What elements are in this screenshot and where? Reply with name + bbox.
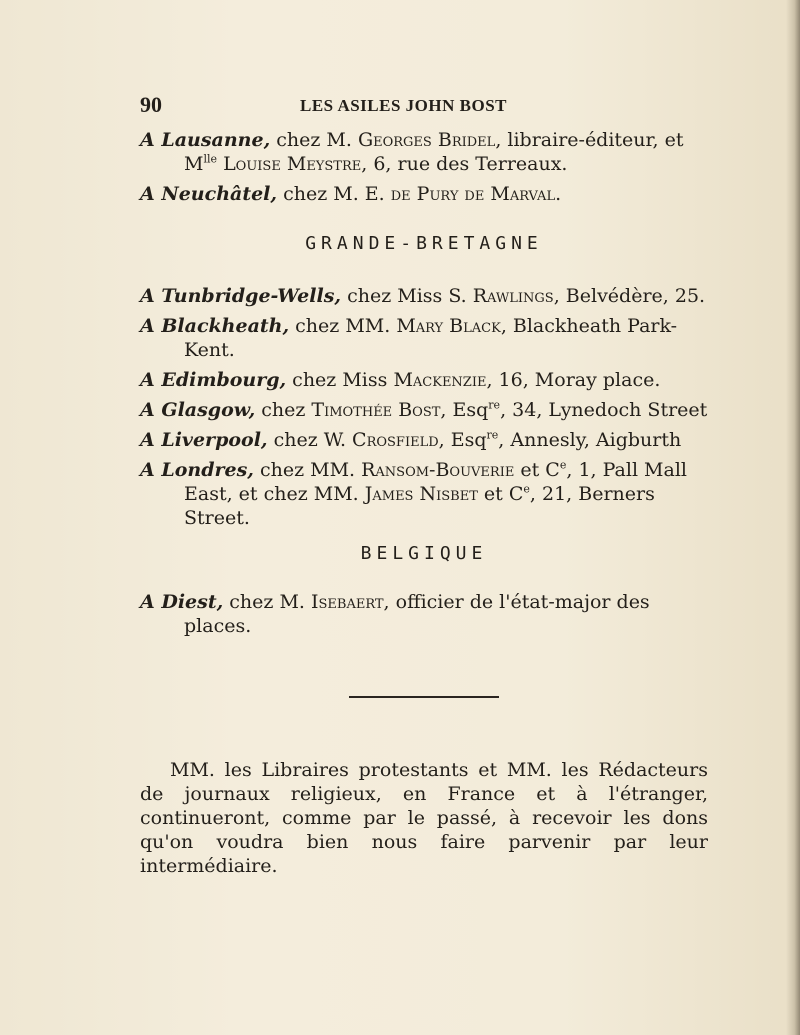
- superscript-abbrev: re: [488, 398, 501, 412]
- bookseller-entry: [140, 284, 708, 308]
- entry-text: , Belvédère, 25.: [553, 285, 706, 307]
- entry-text: , 6, rue des Terreaux.: [361, 153, 568, 175]
- country-heading-belgium: BELGIQUE: [360, 543, 488, 564]
- bookseller-entry: [140, 398, 708, 422]
- name-small-caps: Rawlings: [472, 285, 554, 307]
- city-name: A Lausanne,: [140, 129, 271, 151]
- name-small-caps: Isebaert: [310, 591, 384, 613]
- superscript-abbrev: lle: [203, 152, 218, 166]
- entry-text: chez Miss S.: [341, 285, 473, 307]
- name-small-caps: Crosfield: [352, 429, 439, 451]
- name-small-caps: Georges Bridel: [357, 129, 496, 151]
- name-small-caps: Mary Black: [396, 315, 501, 337]
- section-divider: [349, 696, 499, 698]
- bookseller-entry: [140, 458, 708, 530]
- bookseller-entry: [140, 590, 708, 638]
- entry-text: , 34, Lynedoch Street: [500, 399, 708, 421]
- entry-text: chez M.: [223, 591, 311, 613]
- belgium-entries: [140, 590, 708, 638]
- closing-paragraph: MM. les Libraires protestants et MM. les Rédacteurs de journaux religieux, en France et à l'étranger, continueront, comme par le passé, à recevoir les dons qu'on voudra bien nous faire parvenir par leur intermédiaire.: [140, 759, 708, 877]
- entry-text: chez MM.: [289, 315, 397, 337]
- switzerland-entries: [140, 128, 708, 206]
- page-content: [140, 128, 708, 878]
- entry-text: , libraire-éditeur, et M: [184, 129, 684, 175]
- entry-text: , Blackheath Park-Kent.: [184, 315, 678, 361]
- entry-text: et C: [514, 459, 560, 481]
- superscript-abbrev: re: [486, 428, 499, 442]
- name-small-caps: Mackenzie: [393, 369, 487, 391]
- page-edge-shadow: [786, 0, 800, 1035]
- entry-text: chez: [255, 399, 312, 421]
- entry-text: chez W.: [267, 429, 353, 451]
- entry-text: chez M. E.: [277, 183, 391, 205]
- entry-text: , Annesly, Aigburth: [498, 429, 682, 451]
- entry-text: , Esq: [440, 399, 489, 421]
- name-small-caps: Louise Meystre: [223, 153, 362, 175]
- bookseller-entry: [140, 128, 708, 176]
- city-name: A Tunbridge-Wells,: [140, 285, 342, 307]
- superscript-abbrev: e: [559, 458, 567, 472]
- running-title: LES ASILES JOHN BOST: [300, 96, 508, 115]
- great-britain-entries: [140, 284, 708, 530]
- country-heading-great-britain: GRANDE-BRETAGNE: [305, 233, 543, 254]
- entry-text: chez MM.: [253, 459, 362, 481]
- city-name: A Londres,: [140, 459, 254, 481]
- entry-text: .: [555, 183, 562, 205]
- city-name: A Blackheath,: [140, 315, 290, 337]
- city-name: A Liverpool,: [140, 429, 268, 451]
- page-number: 90: [140, 92, 162, 117]
- name-small-caps: James Nisbet: [364, 483, 478, 505]
- entry-text: chez Miss: [286, 369, 394, 391]
- entry-text: chez M.: [270, 129, 358, 151]
- bookseller-entry: [140, 368, 708, 392]
- name-small-caps: de Pury de Marval: [390, 183, 556, 205]
- city-name: A Edimbourg,: [140, 369, 287, 391]
- entry-text: , 16, Moray place.: [486, 369, 661, 391]
- entry-text: et C: [477, 483, 524, 505]
- name-small-caps: Ransom-Bouverie: [361, 459, 515, 481]
- entry-text: , officier de l'état-major des places.: [184, 591, 650, 637]
- bookseller-entry: [140, 182, 708, 206]
- entry-text: , 21, Berners Street.: [184, 483, 655, 529]
- entry-text: , Esq: [438, 429, 487, 451]
- city-name: A Neuchâtel,: [140, 183, 278, 205]
- bookseller-entry: [140, 314, 708, 362]
- city-name: A Diest,: [140, 591, 224, 613]
- superscript-abbrev: e: [523, 482, 530, 496]
- bookseller-entry: [140, 428, 708, 452]
- entry-text: , 1, Pall Mall East, et chez MM.: [184, 459, 687, 505]
- city-name: A Glasgow,: [140, 399, 256, 421]
- name-small-caps: Timothée Bost: [311, 399, 441, 421]
- running-head: [140, 92, 700, 116]
